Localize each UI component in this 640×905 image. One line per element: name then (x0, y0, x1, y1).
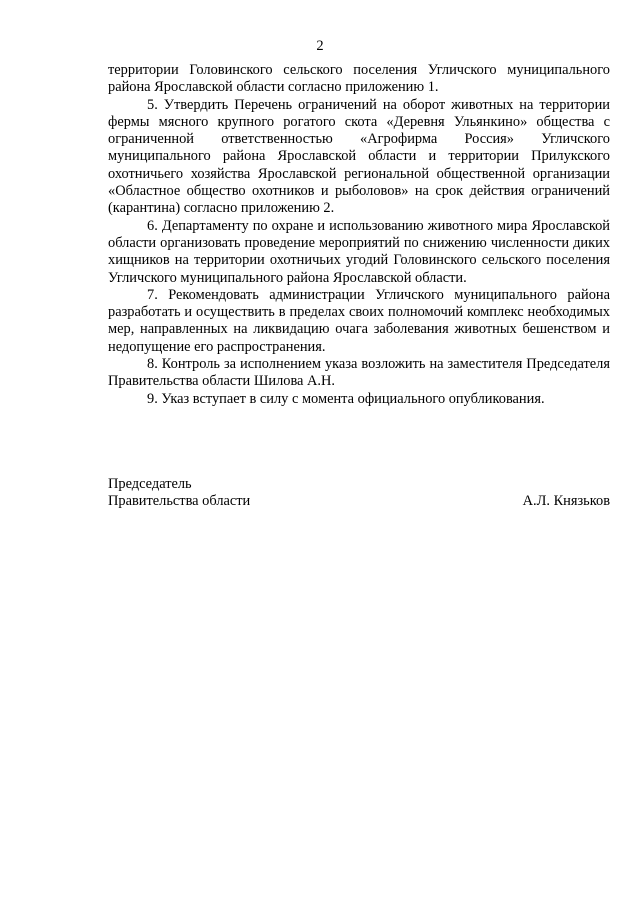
paragraph-item-5: 5. Утвердить Перечень ограничений на оборот животных на территории фермы мясного крупного рогатого скота «Деревня Ульянкино» общества с ограниченной ответственностью «Агрофирма Россия» Угличского муниципального района Ярославской области и территории Прилукского охотничьего хозяйства Ярославской региональной общественной организации «Областное общество охотников и рыболовов» на срок действия ограничений (карантина) согласно приложению 2. (108, 96, 610, 217)
paragraph-continuation: территории Головинского сельского поселения Угличского муниципального района Ярославской области согласно приложению 1. (108, 62, 610, 96)
paragraph-item-6: 6. Департаменту по охране и использованию животного мира Ярославской области организовать проведение мероприятий по снижению численности диких хищников на территории охотничьих угодий Головинского сельского поселения Угличского муниципального района Ярославской области. (108, 217, 610, 286)
document-body (108, 62, 610, 408)
page-number: 2 (316, 38, 324, 54)
paragraph-item-7: 7. Рекомендовать администрации Угличского муниципального района разработать и осуществить в пределах своих полномочий комплекс необходимых мер, направленных на ликвидацию очага заболевания животных бешенством и недопущение его распространения. (108, 286, 610, 355)
signature-row (108, 493, 610, 510)
signature-block (108, 476, 610, 511)
paragraph-item-8: 8. Контроль за исполнением указа возложить на заместителя Председателя Правительства области Шилова А.Н. (108, 356, 610, 390)
signatory-name: А.Л. Князьков (522, 493, 610, 510)
paragraph-item-9: 9. Указ вступает в силу с момента официального опубликования. (147, 390, 545, 407)
signatory-position-line-1: Председатель (108, 476, 192, 492)
signatory-position-line-2: Правительства области (108, 493, 251, 510)
